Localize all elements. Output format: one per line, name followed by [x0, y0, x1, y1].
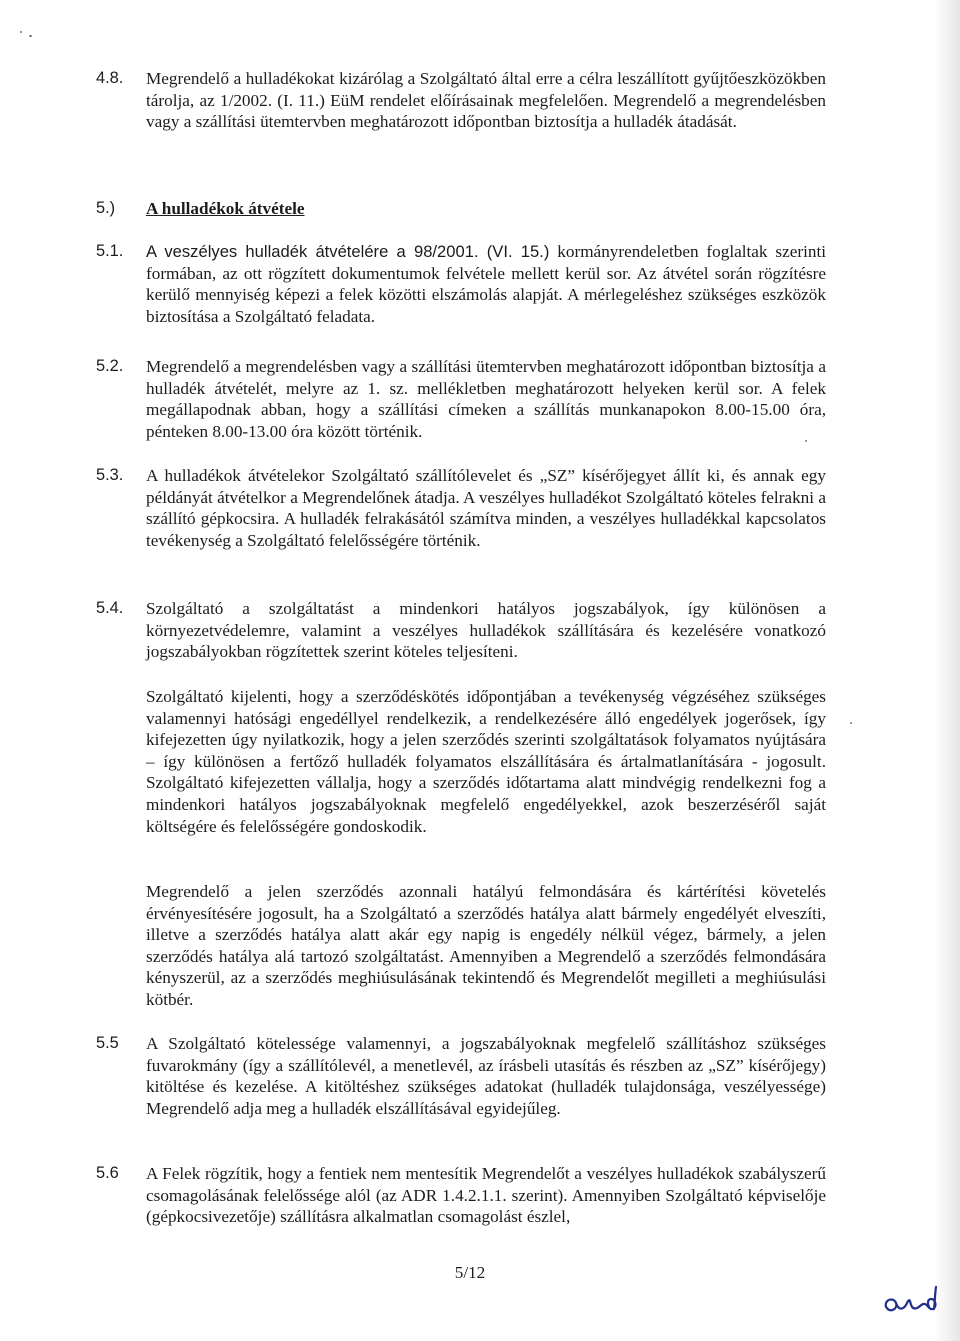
section-number: 4.8. — [96, 69, 124, 87]
section-number: 5.2. — [96, 357, 124, 375]
section-text: A Szolgáltató kötelessége valamennyi, a jogszabályoknak megfelelő szállításhoz szükséges fuvarokmány (így a szállítólevél, a menetlevél, az írásbeli utasítás és részben az „SZ” kísérőjegy) kitöltése és kezelése. A kitöltéshez szükséges adatokat (hulladék tulajdonsága, veszélyessége) Megrendelő adja meg a hulladék elszállításával egyidejűleg. — [146, 1034, 826, 1118]
section-text: Szolgáltató kijelenti, hogy a szerződéskötés időpontjában a tevékenység végzéséhez szükséges valamennyi hatósági engedéllyel rendelkezik, a rendelkezésére álló engedélyek jogerősek, így kifejezetten úgy nyilatkozik, hogy a jelen szerződés szerinti szolgáltatások folyamatos nyújtására – így különösen a fertőző hulladék folyamatos elszállítására és ártalmatlanítására - jogosult. Szolgáltató kifejezetten vállalja, hogy a szerződés időtartama alatt mindvégig rendelkezni fog a mindenkori hatályos jogszabályoknak megfelelő engedélyekkel, azok beszerzéséről saját költségére és felelősségére gondoskodik. — [146, 687, 826, 836]
page-number: 5/12 — [454, 1263, 486, 1282]
section-text: Megrendelő a jelen szerződés azonnali hatályú felmondására és kártérítési követelés érvényesítésére jogosult, ha a Szolgáltató a szerződés hatálya alatt bármely engedélyét elveszíti, illetve a szerződés hatálya alatt akár egy napig is engedély nélkül végez, bármely, a jelen szerződés hatálya alá tartozó szolgáltatást. Amennyiben a Megrendelő a szerződés felmondására kényszerül, az a szerződés meghiúsulásának tekintendő és Megrendelőt megilleti a meghiúsulási kötbér. — [146, 882, 826, 1009]
section-number: 5.4. — [96, 599, 124, 617]
section-number: 5.5 — [96, 1034, 119, 1052]
handwritten-initials-signature — [882, 1283, 948, 1319]
section-text: Szolgáltató a szolgáltatást a mindenkori hatályos jogszabályok, így különösen a környezetvédelemre, valamint a veszélyes hulladékok szállítására és kezelésére vonatkozó jogszabályokban rögzítettek szerint köteles teljesíteni. — [146, 599, 826, 662]
section-text: Megrendelő a megrendelésben vagy a szállítási ütemtervben meghatározott időpontban biztosítja a hulladék átvételét, melyre az 1. sz. mellékletben meghatározott helyeken kerül sor. A felek megállapodnak abban, hogy a szállítási címeken a szállítás munkanapokon 8.00-15.00 óra, pénteken 8.00-13.00 óra között történik. — [146, 357, 826, 441]
section-heading: A hulladékok átvétele — [146, 199, 305, 218]
section-text: Megrendelő a hulladékokat kizárólag a Szolgáltató által erre a célra leszállított gyűjtőeszközökben tárolja, az 1/2002. (I. 11.) EüM rendelet előírásainak megfelelően. Megrendelő a megrendelésben vagy a szállítási ütemtervben meghatározott időpontban biztosítja a hulladék átadását. — [146, 69, 826, 132]
section-text-rest: kormányrendeletben foglaltak szerinti formában, az ott rögzített dokumentumok felvétele mellett kerül sor. Az átvétel során rögzítésre kerülő mennyiség képezi a felek közötti elszámolás alapját. A mérlegeléshez szükséges eszközök biztosítása a Szolgáltató feladata. — [146, 242, 827, 326]
scan-speck — [850, 722, 852, 724]
scan-speck — [20, 31, 22, 33]
section-text-lead: A veszélyes hulladék átvételére a 98/2001. (VI. 15.) — [146, 242, 550, 261]
section-number: 5.6 — [96, 1164, 119, 1182]
section-text — [146, 241, 826, 327]
section-number: 5.) — [96, 199, 116, 217]
section-text: A Felek rögzítik, hogy a fentiek nem mentesítik Megrendelőt a veszélyes hulladékok szabályszerű csomagolásának felelőssége alól (az ADR 1.4.2.1.1. szerint). Amennyiben Szolgáltató képviselője (gépkocsivezetője) szállításra alkalmatlan csomagolást észlel, — [146, 1164, 826, 1227]
section-number: 5.3. — [96, 466, 124, 484]
section-number: 5.1. — [96, 242, 124, 260]
section-text: A hulladékok átvételekor Szolgáltató szállítólevelet és „SZ” kísérőjegyet állít ki, és annak egy példányát átvételkor a Megrendelőnek átadja. A veszélyes hulladékot Szolgáltató köteles felrakni a szállító gépkocsira. A hulladék felrakásától számítva minden, a veszélyes hulladékkal kapcsolatos tevékenység a Szolgáltató felelősségére történik. — [146, 466, 826, 550]
scan-speck — [29, 35, 32, 37]
